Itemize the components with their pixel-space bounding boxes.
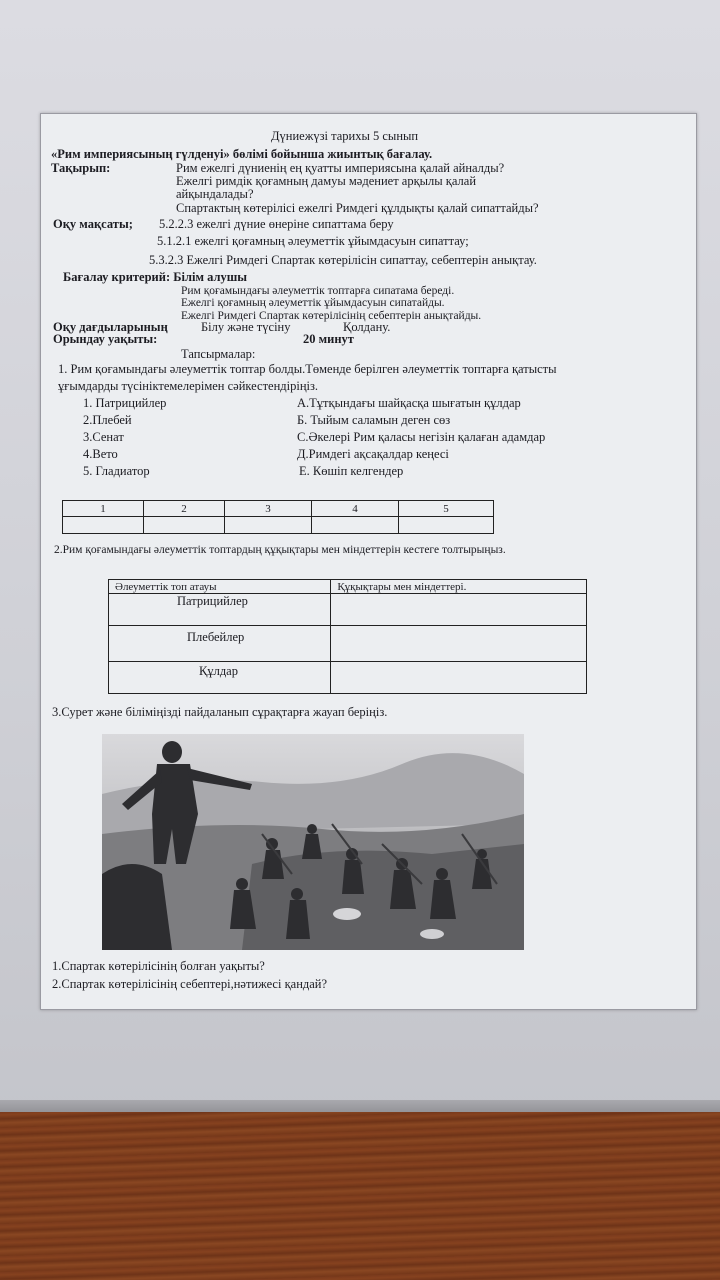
task3-text: 3.Сурет және біліміңізді пайдаланып сұрақтарға жауап беріңіз. <box>52 705 388 719</box>
worksheet-title: «Рим империясының гүлденуі» бөлімі бойынша жиынтық бағалау. <box>51 147 433 161</box>
topic-line: Спартактың көтерілісі ежелгі Римдегі құлдықты қалай сипаттайды? <box>176 201 539 215</box>
task1-line: 1. Рим қоғамындағы әлеуметтік топтар болды.Төменде берілген әлеуметтік топтарға қатысты <box>58 362 557 376</box>
answer-cell[interactable] <box>225 517 312 534</box>
criteria-label: Бағалау критерий: Білім алушы <box>63 270 248 284</box>
rights-table <box>108 579 587 694</box>
criteria-item: Рим қоғамындағы әлеуметтік топтарға сипатама береді. <box>181 285 455 297</box>
answer-cell[interactable] <box>331 594 587 626</box>
task2-text: 2.Рим қоғамындағы әлеуметтік топтардың құқықтары мен міндеттерін кестеге толтырыңыз. <box>54 544 506 556</box>
answer-cell[interactable] <box>63 517 144 534</box>
time-label: Орындау уақыты: <box>53 332 158 346</box>
skills-value-2: Қолдану. <box>343 320 391 334</box>
goal-item: 5.3.2.3 Ежелгі Римдегі Спартак көтерілісін сипаттау, себептерін анықтау. <box>149 253 537 267</box>
term-item: 1. Патрицийлер <box>83 396 167 410</box>
term-item: 2.Плебей <box>83 413 132 427</box>
table-row-label: Құлдар <box>109 662 331 694</box>
answer-cell[interactable] <box>144 517 225 534</box>
goal-item: 5.2.2.3 ежелгі дүние өнеріне сипаттама беру <box>159 217 394 231</box>
table-header: Құқықтары мен міндеттері. <box>331 580 587 594</box>
grid-number: 1 <box>63 501 144 517</box>
skills-label: Оқу дағдыларының <box>53 320 168 334</box>
term-item: 4.Вето <box>83 447 118 461</box>
topic-line: Рим ежелгі дүниенің ең қуатты империясына қалай айналды? <box>176 161 505 175</box>
definition-item: Д.Римдегі ақсақалдар кеңесі <box>297 447 449 461</box>
wooden-desk <box>0 1112 720 1280</box>
definition-item: С.Әкелері Рим қаласы негізін қалаған адамдар <box>297 430 546 444</box>
answer-cell[interactable] <box>331 626 587 662</box>
topic-line: айқындалады? <box>176 187 254 201</box>
topic-line: Ежелгі римдік қоғамның дамуы мәдениет арқылы қалай <box>176 174 477 188</box>
grid-number: 5 <box>399 501 494 517</box>
spartacus-battle-illustration <box>102 734 524 950</box>
definition-item: Б. Тыйым саламын деген сөз <box>297 413 451 427</box>
task1-line: ұғымдарды түсініктемелерімен сәйкестендіріңіз. <box>58 379 319 393</box>
table-header: Әлеуметтік топ атауы <box>109 580 331 594</box>
criteria-item: Ежелгі Римдегі Спартак көтерілісінің себептерін анықтайды. <box>181 310 482 322</box>
table-row-label: Патрицийлер <box>109 594 331 626</box>
answer-cell[interactable] <box>399 517 494 534</box>
tasks-label: Тапсырмалар: <box>181 347 256 361</box>
definition-item: А.Тұтқындағы шайқасқа шығатын құлдар <box>297 396 521 410</box>
answer-cell[interactable] <box>331 662 587 694</box>
question-item: 2.Спартак көтерілісінің себептері,нәтижесі қандай? <box>52 977 328 991</box>
battle-scene-drawing <box>102 734 524 950</box>
grid-number: 4 <box>312 501 399 517</box>
answer-cell[interactable] <box>312 517 399 534</box>
table-row-label: Плебейлер <box>109 626 331 662</box>
worksheet-header: Дүниежүзі тарихы 5 сынып <box>271 129 419 143</box>
goal-item: 5.1.2.1 ежелгі қоғамның әлеуметтік ұйымдасуын сипаттау; <box>157 234 469 248</box>
worksheet-page <box>40 113 697 1010</box>
question-item: 1.Спартак көтерілісінің болған уақыты? <box>52 959 265 973</box>
term-item: 5. Гладиатор <box>83 464 150 478</box>
topic-label: Тақырып: <box>51 161 111 175</box>
grid-number: 2 <box>144 501 225 517</box>
term-item: 3.Сенат <box>83 430 124 444</box>
goals-label: Оқу мақсаты; <box>53 217 133 231</box>
criteria-item: Ежелгі қоғамның әлеуметтік ұйымдасуын сипатайды. <box>181 297 445 309</box>
definition-item: Е. Көшіп келгендер <box>299 464 404 478</box>
grid-number: 3 <box>225 501 312 517</box>
answer-grid <box>62 500 494 534</box>
time-value: 20 минут <box>303 332 354 346</box>
skills-value: Білу және түсіну <box>201 320 291 334</box>
